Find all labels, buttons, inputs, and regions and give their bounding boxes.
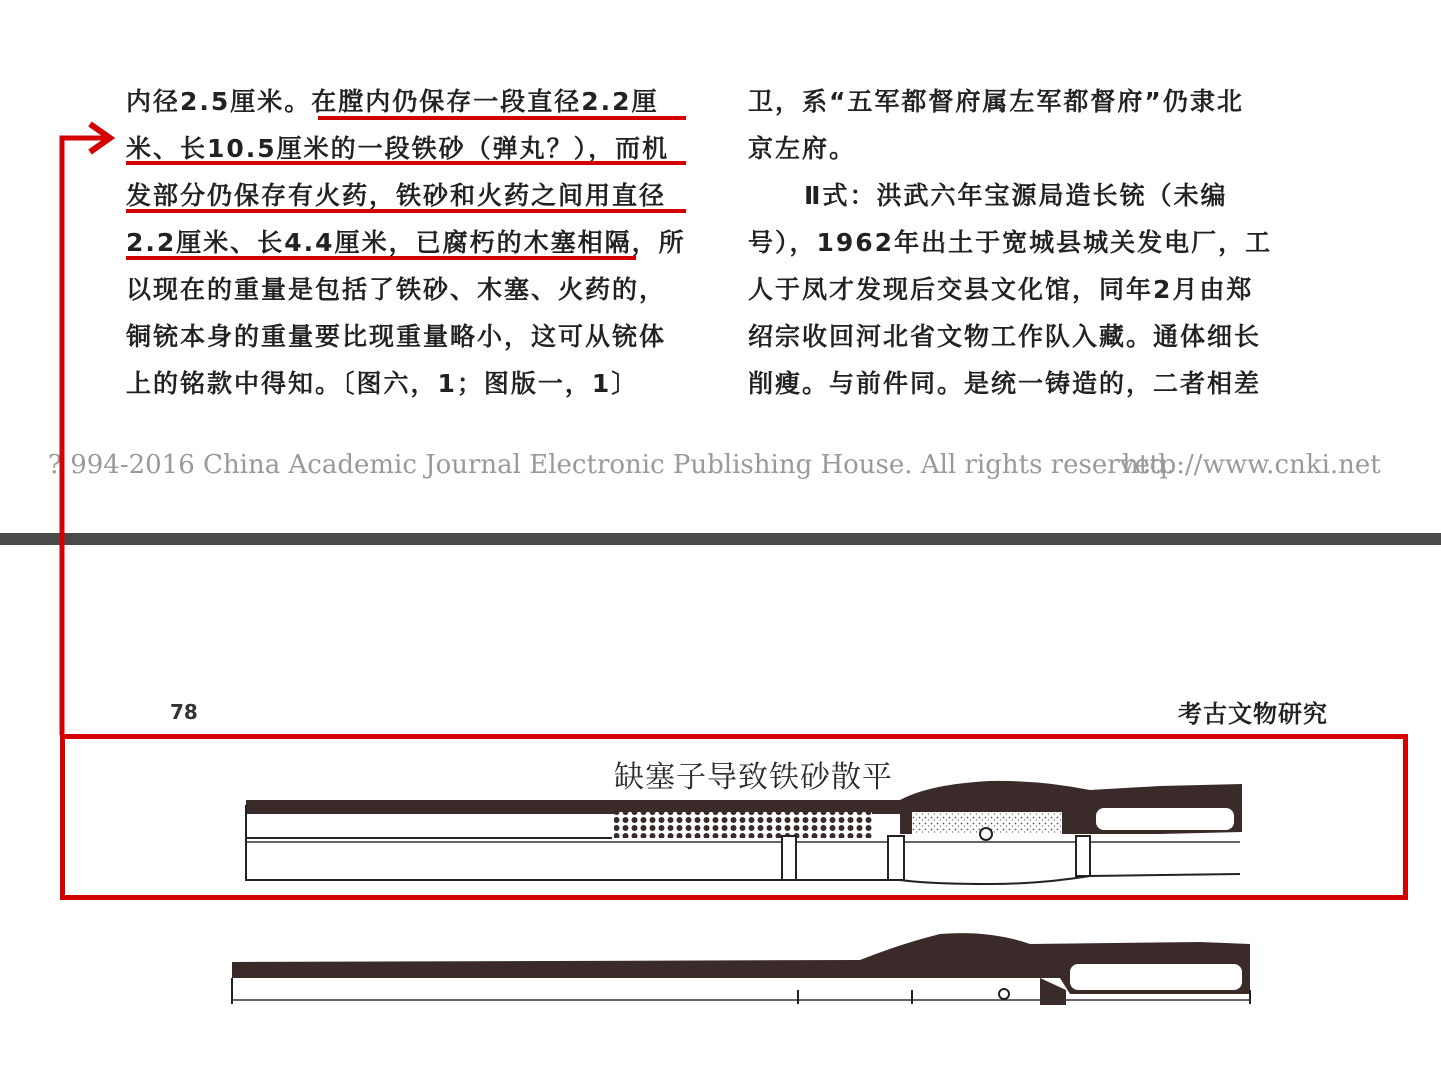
connector-arrow — [62, 124, 110, 735]
text-line: 人于凤才发现后交县文化馆，同年2月由郑 — [748, 275, 1254, 304]
annotation-label: 缺塞子导致铁砂散平 — [614, 760, 893, 795]
gun-barrel-lower — [232, 933, 1250, 1005]
text-line: 以现在的重量是包括了铁砂、木塞、火药的， — [126, 275, 667, 304]
lower-barrel-body — [1040, 978, 1066, 1005]
text-line: 号），1962年出土于宽城县城关发电厂，工 — [748, 228, 1273, 257]
text-underlines — [126, 118, 686, 258]
text-line: 卫，系“五军都督府属左军都督府”仍隶北 — [748, 87, 1244, 116]
text-line: 削瘦。与前件同。是统一铸造的，二者相差 — [748, 369, 1262, 398]
connector-line — [62, 138, 108, 735]
copyright-text: ? 994-2016 China Academic Journal Electronic Publishing House. All rights reserved. — [48, 450, 1175, 480]
text-line: 京左府。 — [748, 134, 857, 163]
text-line: Ⅱ式：洪武六年宝源局造长铳（未编 — [804, 181, 1228, 210]
text-line: 上的铭款中得知。〔图六，1；图版一，1〕 — [126, 369, 639, 398]
lower-muzzle-opening — [1070, 964, 1242, 990]
text-line: 铜铳本身的重量要比现重量略小，这可从铳体 — [126, 322, 667, 351]
text-line: 2.2厘米、长4.4厘米，已腐朽的木塞相隔，所 — [126, 228, 686, 257]
text-line: 绍宗收回河北省文物工作队入藏。通体细长 — [748, 322, 1262, 351]
journal-title: 考古文物研究 — [1178, 700, 1328, 728]
text-line: 内径2.5厘米。在膛内仍保存一段直径2.2厘 — [126, 87, 659, 116]
text-line: 米、长10.5厘米的一段铁砂（弹丸？），而机 — [126, 134, 670, 163]
source-url: http://www.cnki.net — [1122, 450, 1381, 480]
text-line: 发部分仍保存有火药，铁砂和火药之间用直径 — [126, 181, 667, 210]
page-number: 78 — [170, 700, 198, 724]
lower-touch-hole — [999, 989, 1009, 999]
